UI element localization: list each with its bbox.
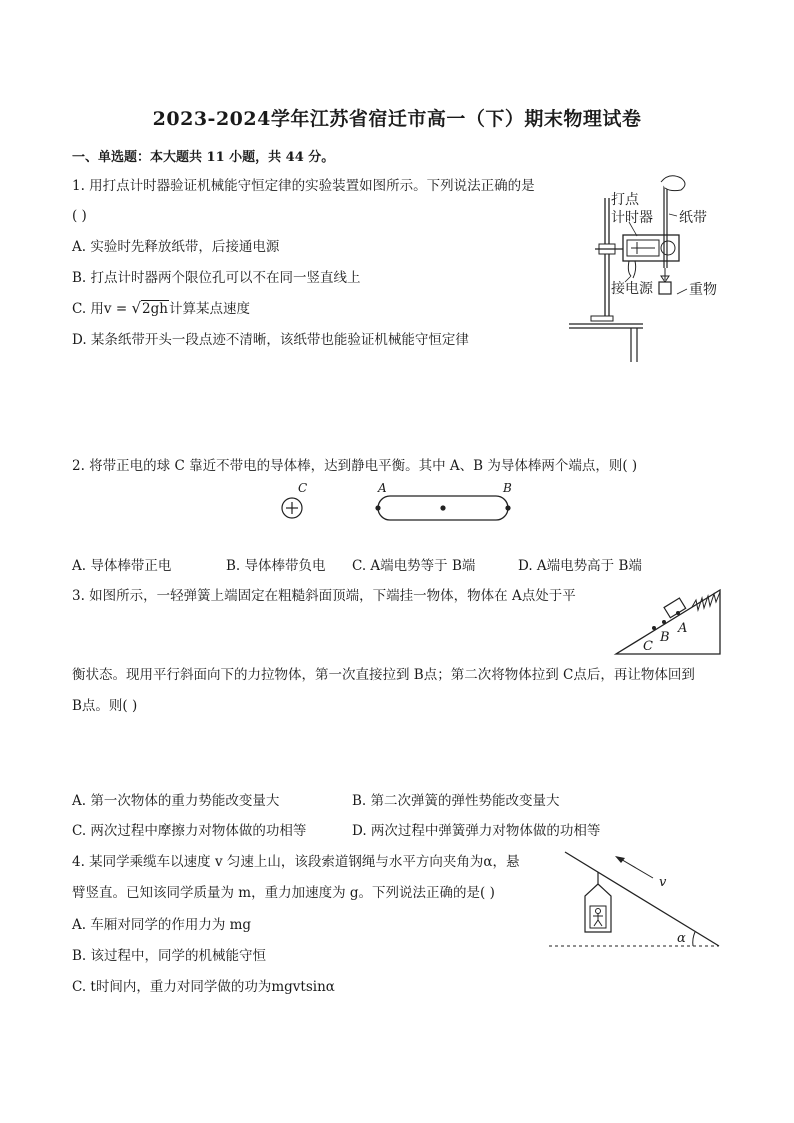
q4-fig-label-v: v [659, 875, 667, 890]
sqrt-sign: √ [131, 299, 142, 317]
q1-option-c-post: 计算某点速度 [168, 301, 250, 317]
q4-option-a: A. 车厢对同学的作用力为 mg [72, 917, 252, 933]
q3-option-d: D. 两次过程中弹簧弹力对物体做的功相等 [352, 823, 601, 839]
q2-figure [270, 478, 530, 528]
q2-option-d: D. A端电势高于 B端 [518, 558, 642, 574]
q3-fig-label-a: A [678, 621, 688, 636]
q3-fig-label-b: B [660, 630, 670, 645]
q2-option-b: B. 导体棒带负电 [226, 558, 326, 574]
q1-paren: ( ) [72, 208, 87, 224]
q1-option-a: A. 实验时先释放纸带，后接通电源 [72, 239, 280, 255]
q3-option-a: A. 第一次物体的重力势能改变量大 [72, 793, 280, 809]
q3-option-b: B. 第二次弹簧的弹性势能改变量大 [352, 793, 560, 809]
q1-option-c [72, 299, 250, 318]
q3-stem-line1: 3. 如图所示，一轻弹簧上端固定在粗糙斜面顶端，下端挂一物体，物体在 A点处于平 [72, 588, 576, 604]
q3-figure [612, 586, 724, 658]
q1-option-d: D. 某条纸带开头一段点迹不清晰，该纸带也能验证机械能守恒定律 [72, 332, 469, 348]
q4-option-b: B. 该过程中，同学的机械能守恒 [72, 948, 267, 964]
q3-stem-line2: 衡状态。现用平行斜面向下的力拉物体，第一次直接拉到 B点；第二次将物体拉到 C点后，再让物体回到 [72, 667, 695, 683]
q1-fig-timer-label1: 打点 [611, 192, 639, 208]
q2-fig-label-a: A [378, 481, 387, 495]
q1-fig-weight-label: 重物 [689, 282, 717, 298]
q3-stem-line3: B点。则( ) [72, 698, 138, 714]
q2-option-c: C. A端电势等于 B端 [352, 558, 476, 574]
q4-fig-label-alpha: α [677, 931, 686, 946]
q2-fig-label-c: C [298, 481, 308, 495]
q4-stem-line1: 4. 某同学乘缆车以速度 v 匀速上山，该段索道钢绳与水平方向夹角为α，悬 [72, 854, 520, 870]
q1-stem: 1. 用打点计时器验证机械能守恒定律的实验装置如图所示。下列说法正确的是 [72, 178, 535, 194]
q4-option-c: C. t时间内，重力对同学做的功为mgvtsinα [72, 979, 335, 995]
q1-fig-tape-label: 纸带 [679, 210, 707, 226]
q3-option-c: C. 两次过程中摩擦力对物体做的功相等 [72, 823, 307, 839]
q1-option-c-pre: C. 用v = [72, 301, 132, 317]
q4-figure [545, 850, 725, 952]
q1-option-b: B. 打点计时器两个限位孔可以不在同一竖直线上 [72, 270, 361, 286]
q2-option-a: A. 导体棒带正电 [72, 558, 172, 574]
q1-option-c-root: 2gh [142, 301, 168, 317]
q3-fig-label-c: C [643, 639, 653, 654]
q2-stem: 2. 将带正电的球 C 靠近不带电的导体棒，达到静电平衡。其中 A、B 为导体棒两个端点，则( ) [72, 458, 638, 474]
section-heading: 一、单选题：本大题共 11 小题，共 44 分。 [72, 150, 335, 165]
q2-fig-label-b: B [503, 481, 512, 495]
q4-stem-line2: 臂竖直。已知该同学质量为 m，重力加速度为 g。下列说法正确的是( ) [72, 885, 495, 901]
page-title: 2023-2024学年江苏省宿迁市高一（下）期末物理试卷 [152, 108, 642, 130]
q1-figure [565, 172, 735, 364]
q1-fig-timer-label2: 计时器 [611, 210, 653, 226]
q1-fig-power-label: 接电源 [611, 281, 653, 297]
